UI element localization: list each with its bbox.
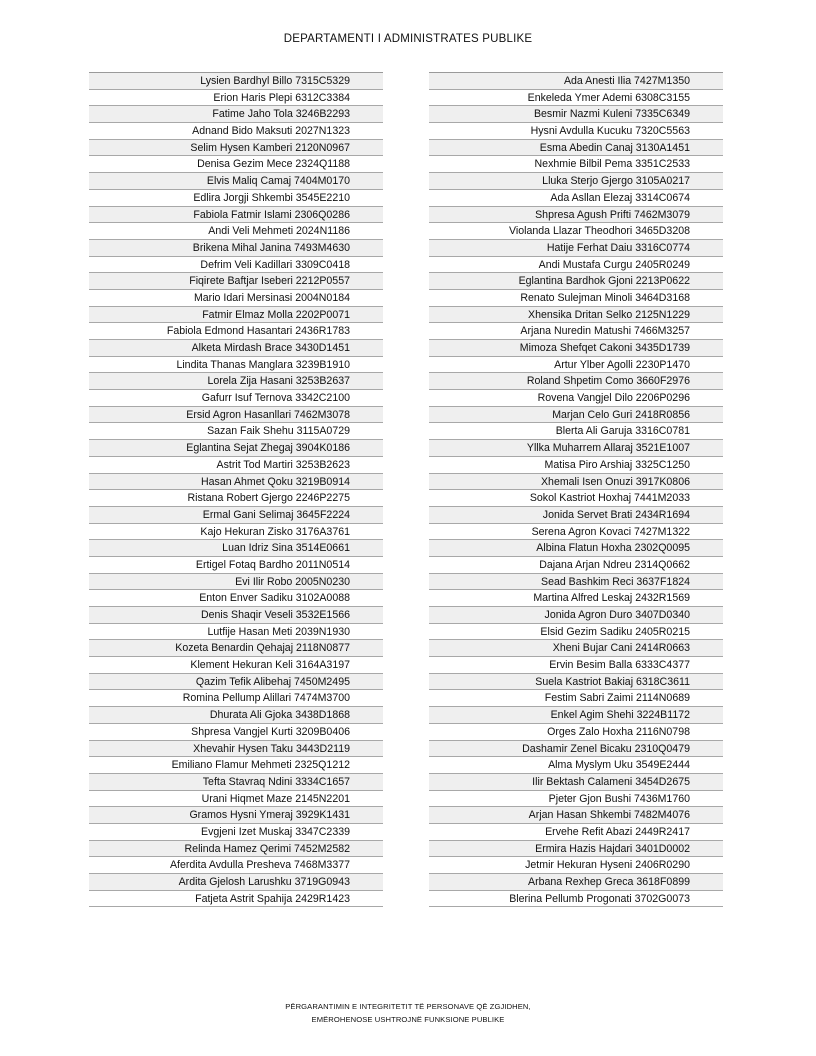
- list-item: Eglantina Bardhok Gjoni 2213P0622: [429, 273, 723, 290]
- list-item: Lluka Sterjo Gjergo 3105A0217: [429, 173, 723, 190]
- list-item: Kajo Hekuran Zisko 3176A3761: [89, 524, 383, 541]
- list-item: Nexhmie Bilbil Pema 3351C2533: [429, 156, 723, 173]
- list-item: Hasan Ahmet Qoku 3219B0914: [89, 474, 383, 491]
- list-item: Orges Zalo Hoxha 2116N0798: [429, 724, 723, 741]
- list-item: Enton Enver Sadiku 3102A0088: [89, 590, 383, 607]
- list-item: Fatjeta Astrit Spahija 2429R1423: [89, 891, 383, 908]
- list-item: Martina Alfred Leskaj 2432R1569: [429, 590, 723, 607]
- list-item: Ada Anesti Ilia 7427M1350: [429, 73, 723, 90]
- list-item: Eglantina Sejat Zhegaj 3904K0186: [89, 440, 383, 457]
- footer-line-2: EMËROHENOSE USHTROJNË FUNKSIONE PUBLIKE: [311, 1015, 505, 1024]
- list-item: Dashamir Zenel Bicaku 2310Q0479: [429, 741, 723, 758]
- list-item: Suela Kastriot Bakiaj 6318C3611: [429, 674, 723, 691]
- list-item: Arbana Rexhep Greca 3618F0899: [429, 874, 723, 891]
- list-item: Jonida Agron Duro 3407D0340: [429, 607, 723, 624]
- list-item: Evi Ilir Robo 2005N0230: [89, 574, 383, 591]
- list-item: Jetmir Hekuran Hyseni 2406R0290: [429, 857, 723, 874]
- list-item: Shpresa Vangjel Kurti 3209B0406: [89, 724, 383, 741]
- list-item: Renato Sulejman Minoli 3464D3168: [429, 290, 723, 307]
- list-item: Roland Shpetim Como 3660F2976: [429, 373, 723, 390]
- list-item: Fabiola Edmond Hasantari 2436R1783: [89, 323, 383, 340]
- list-item: Sead Bashkim Reci 3637F1824: [429, 574, 723, 591]
- list-item: Enkel Agim Shehi 3224B1172: [429, 707, 723, 724]
- list-item: Denisa Gezim Mece 2324Q1188: [89, 156, 383, 173]
- list-item: Lysien Bardhyl Billo 7315C5329: [89, 73, 383, 90]
- list-item: Esma Abedin Canaj 3130A1451: [429, 140, 723, 157]
- list-item: Alketa Mirdash Brace 3430D1451: [89, 340, 383, 357]
- list-item: Blerta Ali Garuja 3316C0781: [429, 423, 723, 440]
- list-item: Festim Sabri Zaimi 2114N0689: [429, 690, 723, 707]
- list-item: Edlira Jorgji Shkembi 3545E2210: [89, 190, 383, 207]
- list-item: Erion Haris Plepi 6312C3384: [89, 90, 383, 107]
- list-item: Elsid Gezim Sadiku 2405R0215: [429, 624, 723, 641]
- footer-line-1: PËRGARANTIMIN E INTEGRITETIT TË PERSONAVE QË ZGJIDHEN,: [285, 1002, 531, 1011]
- list-item: Astrit Tod Martiri 3253B2623: [89, 457, 383, 474]
- list-item: Tefta Stavraq Ndini 3334C1657: [89, 774, 383, 791]
- list-item: Defrim Veli Kadillari 3309C0418: [89, 257, 383, 274]
- list-item: Luan Idriz Sina 3514E0661: [89, 540, 383, 557]
- list-item: Selim Hysen Kamberi 2120N0967: [89, 140, 383, 157]
- list-item: Ermira Hazis Hajdari 3401D0002: [429, 841, 723, 858]
- list-item: Gramos Hysni Ymeraj 3929K1431: [89, 807, 383, 824]
- list-item: Ada Asllan Elezaj 3314C0674: [429, 190, 723, 207]
- list-item: Ertigel Fotaq Bardho 2011N0514: [89, 557, 383, 574]
- list-item: Mario Idari Mersinasi 2004N0184: [89, 290, 383, 307]
- page-title: DEPARTAMENTI I ADMINISTRATES PUBLIKE: [283, 33, 533, 45]
- list-item: Klement Hekuran Keli 3164A3197: [89, 657, 383, 674]
- list-item: Relinda Hamez Qerimi 7452M2582: [89, 841, 383, 858]
- list-item: Fatime Jaho Tola 3246B2293: [89, 106, 383, 123]
- list-item: Fiqirete Baftjar Iseberi 2212P0557: [89, 273, 383, 290]
- list-item: Arjana Nuredin Matushi 7466M3257: [429, 323, 723, 340]
- list-item: Andi Veli Mehmeti 2024N1186: [89, 223, 383, 240]
- list-item: Xhevahir Hysen Taku 3443D2119: [89, 741, 383, 758]
- list-item: Lorela Zija Hasani 3253B2637: [89, 373, 383, 390]
- list-item: Hatije Ferhat Daiu 3316C0774: [429, 240, 723, 257]
- list-item: Besmir Nazmi Kuleni 7335C6349: [429, 106, 723, 123]
- list-item: Brikena Mihal Janina 7493M4630: [89, 240, 383, 257]
- list-item: Ervin Besim Balla 6333C4377: [429, 657, 723, 674]
- list-item: Sazan Faik Shehu 3115A0729: [89, 423, 383, 440]
- list-item: Urani Hiqmet Maze 2145N2201: [89, 791, 383, 808]
- list-item: Pjeter Gjon Bushi 7436M1760: [429, 791, 723, 808]
- list-item: Qazim Tefik Alibehaj 7450M2495: [89, 674, 383, 691]
- list-item: Artur Ylber Agolli 2230P1470: [429, 357, 723, 374]
- list-item: Evgjeni Izet Muskaj 3347C2339: [89, 824, 383, 841]
- list-item: Matisa Piro Arshiaj 3325C1250: [429, 457, 723, 474]
- list-item: Mimoza Shefqet Cakoni 3435D1739: [429, 340, 723, 357]
- list-item: Hysni Avdulla Kucuku 7320C5563: [429, 123, 723, 140]
- list-item: Ristana Robert Gjergo 2246P2275: [89, 490, 383, 507]
- list-item: Dhurata Ali Gjoka 3438D1868: [89, 707, 383, 724]
- left-name-list: [89, 72, 383, 907]
- list-item: Alma Myslym Uku 3549E2444: [429, 757, 723, 774]
- list-item: Ervehe Refit Abazi 2449R2417: [429, 824, 723, 841]
- list-item: Violanda Llazar Theodhori 3465D3208: [429, 223, 723, 240]
- list-item: Blerina Pellumb Progonati 3702G0073: [429, 891, 723, 908]
- list-item: Yllka Muharrem Allaraj 3521E1007: [429, 440, 723, 457]
- list-item: Denis Shaqir Veseli 3532E1566: [89, 607, 383, 624]
- list-item: Lutfije Hasan Meti 2039N1930: [89, 624, 383, 641]
- list-item: Gafurr Isuf Ternova 3342C2100: [89, 390, 383, 407]
- list-item: Fabiola Fatmir Islami 2306Q0286: [89, 207, 383, 224]
- list-item: Dajana Arjan Ndreu 2314Q0662: [429, 557, 723, 574]
- list-item: Xhemali Isen Onuzi 3917K0806: [429, 474, 723, 491]
- list-item: Ilir Bektash Calameni 3454D2675: [429, 774, 723, 791]
- list-item: Andi Mustafa Curgu 2405R0249: [429, 257, 723, 274]
- list-item: Rovena Vangjel Dilo 2206P0296: [429, 390, 723, 407]
- list-item: Xheni Bujar Cani 2414R0663: [429, 640, 723, 657]
- list-item: Ersid Agron Hasanllari 7462M3078: [89, 407, 383, 424]
- right-name-list: [429, 72, 723, 907]
- list-item: Albina Flatun Hoxha 2302Q0095: [429, 540, 723, 557]
- list-item: Ardita Gjelosh Larushku 3719G0943: [89, 874, 383, 891]
- list-item: Kozeta Benardin Qehajaj 2118N0877: [89, 640, 383, 657]
- list-item: Serena Agron Kovaci 7427M1322: [429, 524, 723, 541]
- list-item: Sokol Kastriot Hoxhaj 7441M2033: [429, 490, 723, 507]
- list-item: Romina Pellump Alillari 7474M3700: [89, 690, 383, 707]
- list-item: Ermal Gani Selimaj 3645F2224: [89, 507, 383, 524]
- list-item: Emiliano Flamur Mehmeti 2325Q1212: [89, 757, 383, 774]
- list-item: Xhensika Dritan Selko 2125N1229: [429, 307, 723, 324]
- list-item: Aferdita Avdulla Presheva 7468M3377: [89, 857, 383, 874]
- list-item: Enkeleda Ymer Ademi 6308C3155: [429, 90, 723, 107]
- footer: [0, 1000, 816, 1026]
- list-item: Shpresa Agush Prifti 7462M3079: [429, 207, 723, 224]
- list-item: Fatmir Elmaz Molla 2202P0071: [89, 307, 383, 324]
- list-item: Arjan Hasan Shkembi 7482M4076: [429, 807, 723, 824]
- list-item: Marjan Celo Guri 2418R0856: [429, 407, 723, 424]
- list-item: Adnand Bido Maksuti 2027N1323: [89, 123, 383, 140]
- list-item: Jonida Servet Brati 2434R1694: [429, 507, 723, 524]
- list-item: Lindita Thanas Manglara 3239B1910: [89, 357, 383, 374]
- list-item: Elvis Maliq Camaj 7404M0170: [89, 173, 383, 190]
